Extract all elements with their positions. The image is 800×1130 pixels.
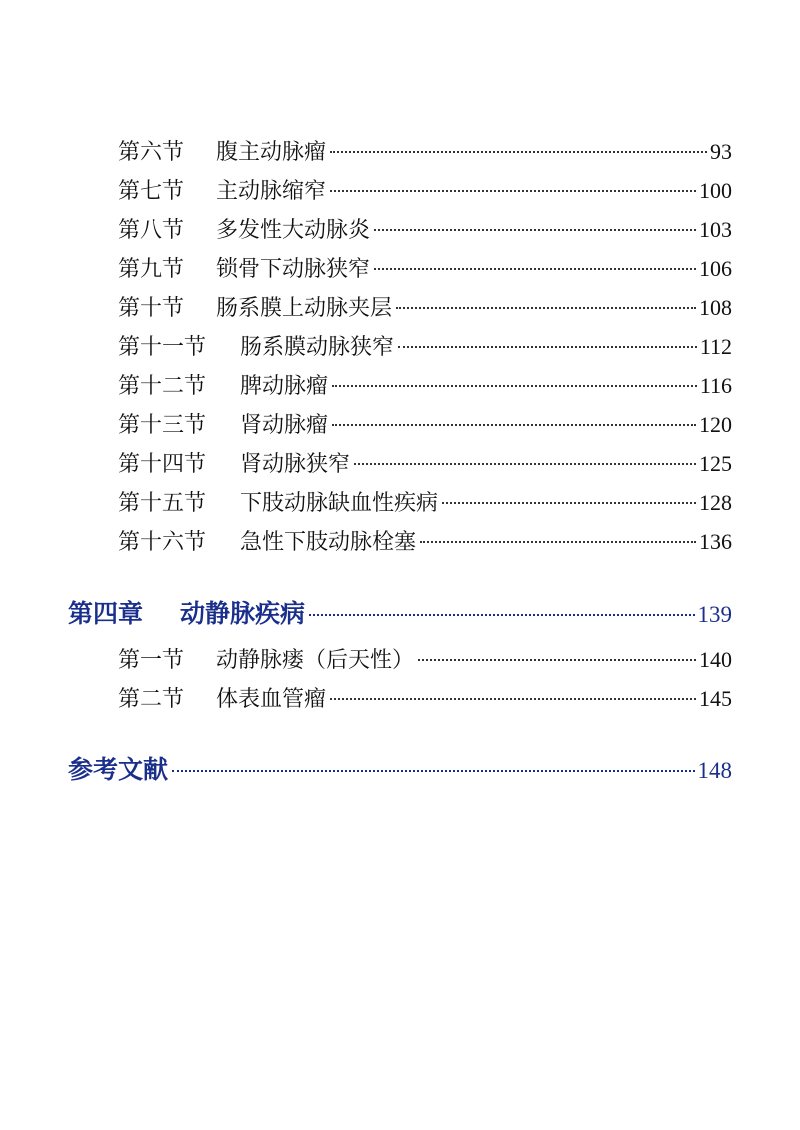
section-title: 主动脉缩窄 [216,179,327,204]
dot-leader [442,502,696,504]
toc-entry-section-6[interactable] [118,137,732,167]
page-number: 100 [699,178,732,203]
section-label: 第十五节 [118,491,207,516]
section-label: 第十六节 [118,530,207,555]
page-number: 93 [710,139,732,164]
toc-entry-chapter-4[interactable] [68,594,732,634]
section-label: 第八节 [118,218,185,243]
toc-entry-section-16[interactable] [118,527,732,557]
section-label: 第一节 [118,648,185,673]
section-label: 第九节 [118,257,185,282]
section-title: 动静脉瘘（后天性） [216,648,415,673]
section-label: 第六节 [118,140,185,165]
dot-leader [330,190,696,192]
page-number: 140 [699,647,732,672]
dot-leader [398,346,697,348]
toc-entry-ch4-section-1[interactable] [118,645,732,675]
page-number: 112 [699,334,732,359]
dot-leader [418,659,696,661]
toc-entry-references[interactable] [68,750,732,790]
section-title: 多发性大动脉炎 [216,218,371,243]
dot-leader [374,268,696,270]
dot-leader [309,614,694,616]
section-title: 体表血管瘤 [216,687,327,712]
section-title: 肾动脉狭窄 [240,452,351,477]
chapter-label: 第四章 [68,599,144,628]
page-number: 120 [699,412,732,437]
toc-entry-section-14[interactable] [118,449,732,479]
dot-leader [420,541,696,543]
toc-entry-section-12[interactable] [118,371,732,401]
toc-entry-section-11[interactable] [118,332,732,362]
page-number: 139 [697,602,732,627]
dot-leader [332,385,697,387]
page-number: 108 [699,295,732,320]
section-title: 锁骨下动脉狭窄 [216,257,371,282]
dot-leader [354,463,696,465]
dot-leader [374,229,696,231]
section-label: 第十三节 [118,413,207,438]
references-label: 参考文献 [68,755,169,784]
dot-leader [332,424,696,426]
section-title: 急性下肢动脉栓塞 [240,530,417,555]
page-number: 125 [699,451,732,476]
section-label: 第十二节 [118,374,207,399]
section-label: 第十节 [118,296,185,321]
dot-leader [330,151,707,153]
chapter-title: 动静脉疾病 [180,599,306,628]
toc-entry-section-10[interactable] [118,293,732,323]
section-title: 肠系膜上动脉夹层 [216,296,393,321]
section-title: 肾动脉瘤 [240,413,329,438]
toc-entry-section-9[interactable] [118,254,732,284]
section-label: 第二节 [118,687,185,712]
page-number: 103 [699,217,732,242]
section-title: 脾动脉瘤 [240,374,329,399]
section-label: 第十四节 [118,452,207,477]
toc-entry-ch4-section-2[interactable] [118,684,732,714]
section-title: 下肢动脉缺血性疾病 [240,491,439,516]
page-number: 116 [699,373,732,398]
toc-entry-section-13[interactable] [118,410,732,440]
toc-entry-section-8[interactable] [118,215,732,245]
section-title: 腹主动脉瘤 [216,140,327,165]
toc-entry-section-7[interactable] [118,176,732,206]
section-title: 肠系膜动脉狭窄 [240,335,395,360]
dot-leader [330,698,696,700]
page-number: 106 [699,256,732,281]
page-number: 136 [699,529,732,554]
dot-leader [172,770,694,772]
section-label: 第十一节 [118,335,207,360]
toc-entry-section-15[interactable] [118,488,732,518]
section-label: 第七节 [118,179,185,204]
dot-leader [396,307,696,309]
page-number: 128 [699,490,732,515]
page-number: 148 [697,758,732,783]
page-number: 145 [699,686,732,711]
